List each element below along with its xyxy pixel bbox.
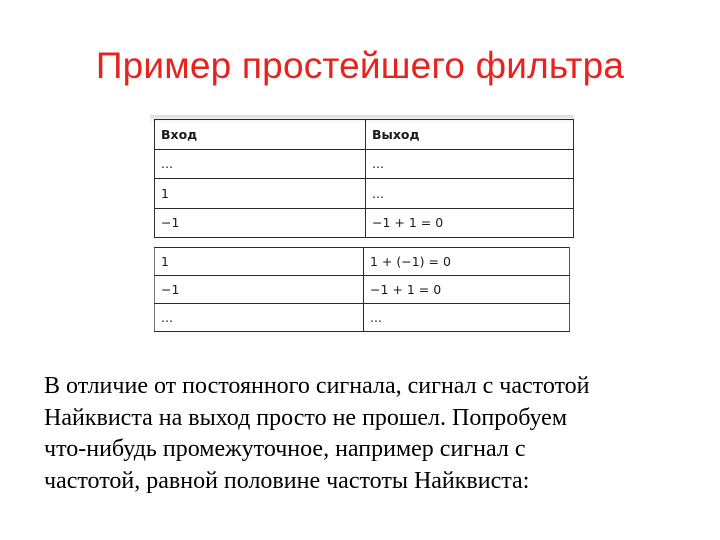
filter-table-bottom: [154, 247, 570, 332]
table-row: [155, 276, 570, 304]
table-row: [155, 208, 574, 238]
cell-input: −1: [155, 208, 366, 238]
table-row: [155, 149, 574, 179]
body-paragraph: [44, 371, 704, 497]
header-input: Вход: [155, 120, 366, 150]
body-line: частотой, равной половине частоты Найквиста:: [44, 467, 530, 494]
cell-output: 1 + (−1) = 0: [364, 248, 570, 276]
header-output: Выход: [366, 120, 574, 150]
cell-input: −1: [155, 276, 364, 304]
table-row: [155, 304, 570, 332]
body-line: что-нибудь промежуточное, например сигнал с: [44, 436, 526, 462]
filter-table-image: [150, 115, 574, 333]
cell-output: ...: [366, 149, 574, 179]
cell-output: ...: [364, 304, 570, 332]
cell-input: 1: [155, 248, 364, 276]
table-header-row: [155, 120, 574, 150]
cell-output: −1 + 1 = 0: [366, 208, 574, 238]
cell-input: 1: [155, 179, 366, 209]
cell-input: ...: [155, 149, 366, 179]
filter-table-top: [154, 119, 574, 238]
cell-output: −1 + 1 = 0: [364, 276, 570, 304]
cell-input: ...: [155, 304, 364, 332]
table-row: [155, 248, 570, 276]
slide-title: Пример простейшего фильтра: [95, 45, 625, 86]
table-row: [155, 179, 574, 209]
body-line: В отличие от постоянного сигнала, сигнал с частотой: [44, 373, 590, 399]
body-line: Найквиста на выход просто не прошел. Попробуем: [44, 404, 568, 431]
cell-output: ...: [366, 179, 574, 209]
